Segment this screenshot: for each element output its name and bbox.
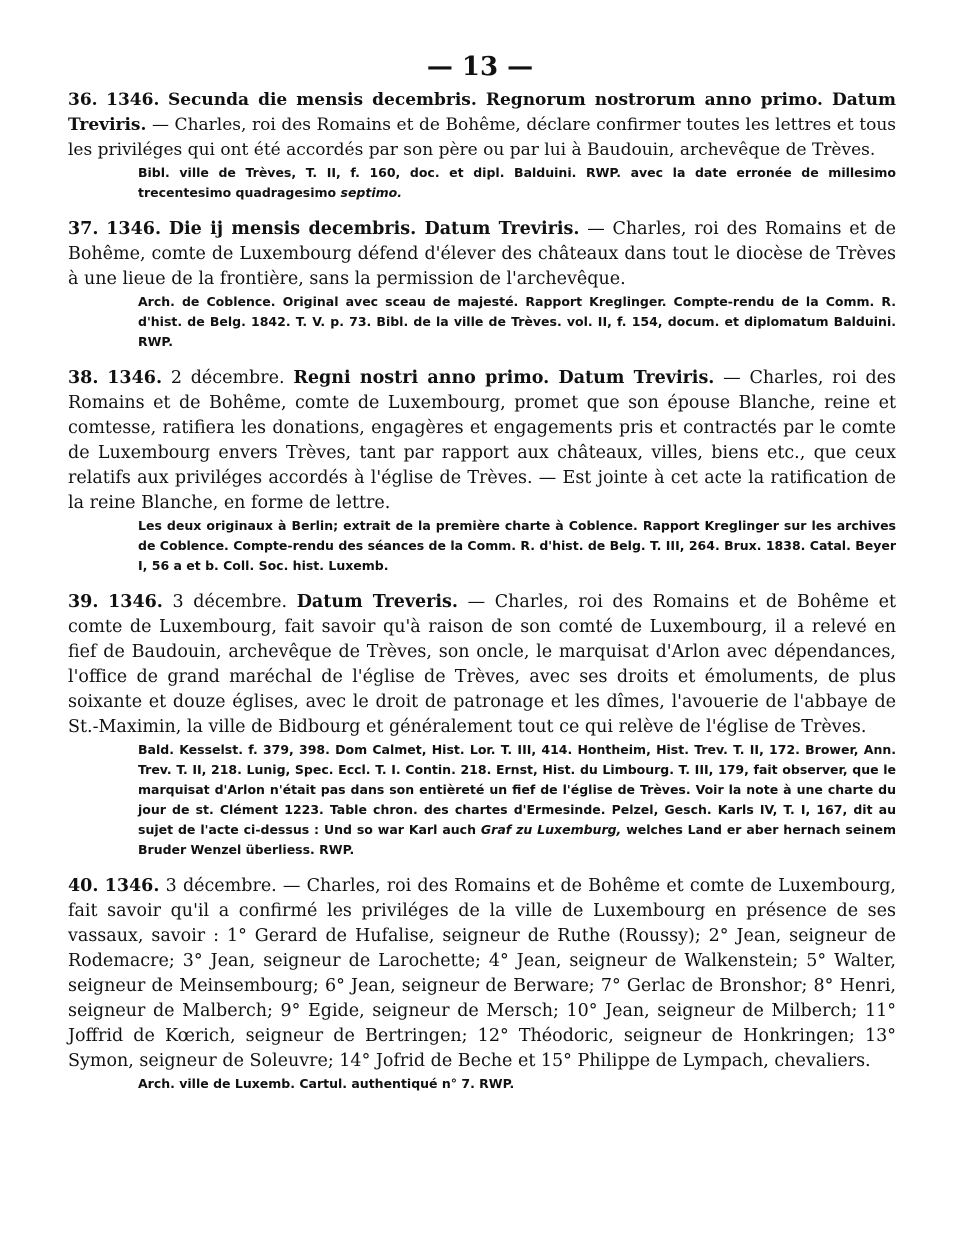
entry-source-note: Arch. ville de Luxemb. Cartul. authentiqué n° 7. RWP. bbox=[138, 1076, 515, 1091]
entry-year: 1346. bbox=[104, 876, 160, 896]
entry-number: 38. bbox=[68, 368, 99, 388]
entry-date: 3 décembre. bbox=[172, 592, 288, 612]
entry-source-note: Les deux originaux à Berlin; extrait de la première charte à Coblence. Rapport Kreglinger sur les archives de Coblence. Compte-rendu des séances de la Comm. R. d'hist. de Belg. T. III, 264. Brux. 1838. Catal. Beyer I, 56 a et b. Coll. Soc. hist. Luxemb. bbox=[138, 518, 896, 573]
entry-37 bbox=[68, 217, 896, 352]
entry-body bbox=[68, 217, 896, 292]
entry-latin-dating: Secunda die mensis decembris. Regnorum nostrorum anno primo. Datum Treviris. bbox=[68, 90, 896, 135]
entry-year: 1346. bbox=[107, 368, 163, 388]
note-italic: Graf zu Luxemburg, bbox=[480, 822, 622, 837]
entry-source-note bbox=[68, 740, 896, 860]
entry-body bbox=[68, 366, 896, 516]
entry-body bbox=[68, 590, 896, 740]
entry-number: 40. bbox=[68, 876, 99, 896]
entry-year: 1346. bbox=[106, 90, 160, 110]
entry-year: 1346. bbox=[108, 592, 163, 612]
entry-text: — Charles, roi des Romains et de Bohême, déclare confirmer toutes les lettres et tous les priviléges qui ont été accordés par son père ou par lui à Baudouin, archevêque de Trèves. bbox=[68, 115, 896, 160]
note-italic: septimo. bbox=[340, 185, 402, 200]
entry-date: 2 décembre. bbox=[170, 368, 285, 388]
note-text: Bibl. ville de Trèves, T. II, f. 160, doc. et dipl. Balduini. RWP. avec la date erronée de millesimo trecentesimo quadragesimo bbox=[138, 165, 896, 200]
page-number: — 13 — bbox=[426, 52, 534, 82]
entry-latin-dating: Regni nostri anno primo. Datum Treviris. bbox=[293, 368, 715, 388]
entry-36 bbox=[68, 88, 896, 203]
entry-number: 39. bbox=[68, 592, 99, 612]
entry-source-note: Arch. de Coblence. Original avec sceau de majesté. Rapport Kreglinger. Compte-rendu de la Comm. R. d'hist. de Belg. 1842. T. V. p. 73. Bibl. de la ville de Trèves. vol. II, f. 154, docum. et diplomatum Balduini. RWP. bbox=[138, 294, 896, 349]
note-text-after: welches Land er aber hernach seinem Bruder Wenzel überliess. RWP. bbox=[138, 822, 896, 857]
entry-latin-dating: Datum Treveris. bbox=[296, 592, 458, 612]
entry-date: 3 décembre. bbox=[165, 876, 277, 896]
entry-latin-dating: Die ij mensis decembris. Datum Treviris. bbox=[168, 219, 580, 239]
note-text: Bald. Kesselst. f. 379, 398. Dom Calmet, Hist. Lor. T. III, 414. Hontheim, Hist. Trev. T. II, 172. Brower, Ann. Trev. T. II, 218. Lunig, Spec. Eccl. T. I. Contin. 218. Ernst, Hist. du Limbourg. T. III, 179, fait observer, que le marquisat d'Arlon n'était pas dans son entièreté un fief de l'église de Trèves. Voir la note à une charte du jour de st. Clément 1223. Table chron. des chartes d'Ermesinde. Pelzel, Gesch. Karls IV, T. I, 167, dit au sujet de l'acte ci-dessus : Und so war Karl auch bbox=[138, 742, 896, 837]
entry-text: — Charles, roi des Romains et de Bohême et comte de Luxembourg, fait savoir qu'il a confirmé les priviléges de la ville de Luxembourg en présence de ses vassaux, savoir : 1° Gerard de Hufalise, seigneur de Ruthe (Roussy); 2° Jean, seigneur de Rodemacre; 3° Jean, seigneur de Larochette; 4° Jean, seigneur de Walkenstein; 5° Walter, seigneur de Meinsembourg; 6° Jean, seigneur de Berware; 7° Gerlac de Bronshor; 8° Henri, seigneur de Malberch; 9° Egide, seigneur de Mersch; 10° Jean, seigneur de Milberch; 11° Joffrid de Kœrich, seigneur de Bertringen; 12° Théodoric, seigneur de Honkringen; 13° Symon, seigneur de Soleuvre; 14° Jofrid de Beche et 15° Philippe de Lympach, chevaliers. bbox=[68, 876, 896, 1071]
entry-40 bbox=[68, 874, 896, 1094]
entry-text: — Charles, roi des Romains et de Bohême et comte de Luxembourg, fait savoir qu'à raison de son comté de Luxembourg, il a relevé en fief de Baudouin, archevêque de Trèves, son oncle, le marquisat d'Arlon avec dépendances, l'office de grand maréchal de l'église de Trèves, avec ses droits et émoluments, de plus soixante et douze églises, avec le droit de patronage et les dîmes, l'avouerie de l'abbaye de St.-Maximin, la ville de Bidbourg et généralement tout ce qui relève de l'église de Trèves. bbox=[68, 592, 896, 737]
entry-text: — Charles, roi des Romains et de Bohême, comte de Luxembourg, promet que son épouse Blanche, reine et comtesse, ratifiera les donations, engagères et engagements pris et contractés par le comte de Luxembourg envers Trèves, tant par rapport aux châteaux, villes, biens etc., que ceux relatifs aux priviléges accordés à l'église de Trèves. — Est jointe à cet acte la ratification de la reine Blanche, en forme de lettre. bbox=[68, 368, 896, 513]
entry-39 bbox=[68, 590, 896, 860]
entry-text: — Charles, roi des Romains et de Bohême, comte de Luxembourg défend d'élever des châteaux dans tout le diocèse de Trèves à une lieue de la frontière, sans la permission de l'archevêque. bbox=[68, 219, 896, 289]
entry-body bbox=[68, 88, 896, 163]
entry-38 bbox=[68, 366, 896, 576]
entry-body bbox=[68, 874, 896, 1074]
entries-list bbox=[68, 88, 896, 1108]
entry-year: 1346. bbox=[106, 219, 162, 239]
entry-number: 36. bbox=[68, 90, 98, 110]
entry-source-note bbox=[68, 163, 896, 203]
entry-number: 37. bbox=[68, 219, 99, 239]
